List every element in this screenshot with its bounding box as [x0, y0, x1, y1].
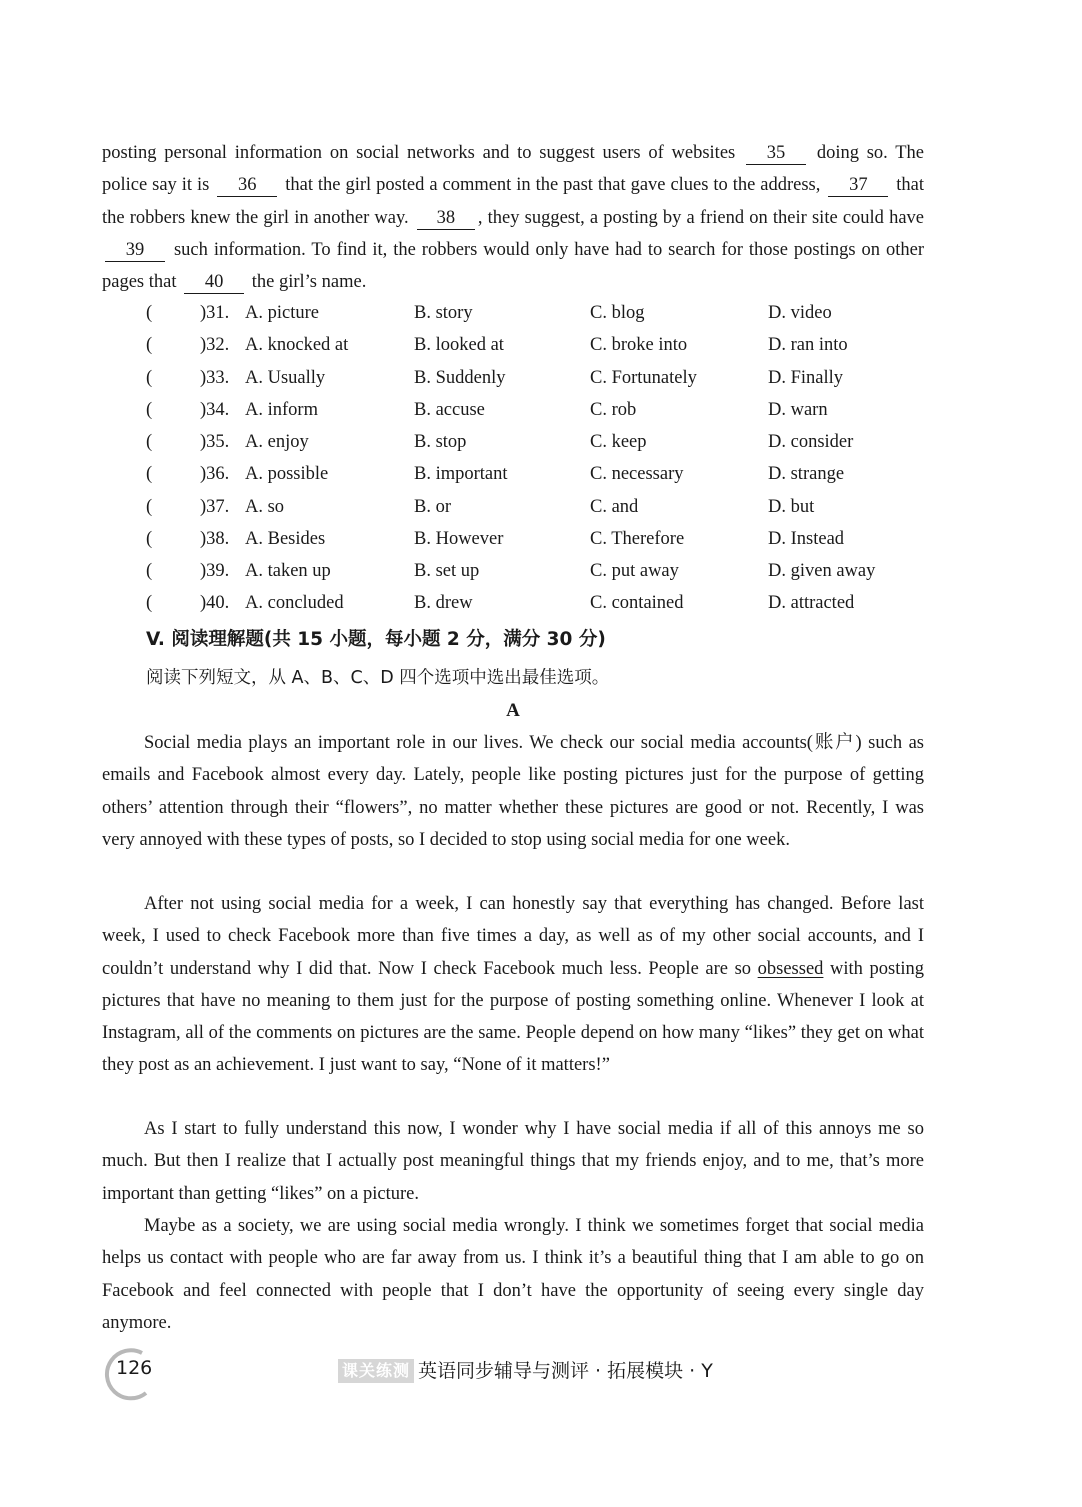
section-instruction: 阅读下列短文，从 A、B、C、D 四个选项中选出最佳选项。 [146, 668, 610, 688]
option-c: C. Fortunately [590, 368, 697, 388]
section-heading: V. 阅读理解题(共 15 小题，每小题 2 分，满分 30 分) [146, 629, 606, 650]
option-c: C. put away [590, 561, 679, 581]
cloze-text-1: posting personal information on social networks and to suggest users of websites [102, 143, 736, 163]
option-a: A. possible [245, 464, 329, 484]
answer-paren: ( [146, 303, 153, 323]
option-d: D. ran into [768, 335, 848, 355]
option-d: D. video [768, 303, 832, 323]
question-number: )35. [200, 432, 230, 452]
option-a: A. picture [245, 303, 319, 323]
cloze-text-7: the girl’s name. [251, 272, 367, 293]
cloze-text-6: such information. To find it, the robbers would only have had to search for those postings on other pages that [102, 239, 925, 293]
page-footer [0, 1343, 1082, 1403]
option-d: D. but [768, 497, 815, 517]
option-d: D. Instead [768, 529, 845, 549]
option-a: A. Besides [245, 529, 326, 549]
option-d: D. attracted [768, 593, 855, 613]
question-number: )37. [200, 497, 230, 517]
answer-paren: ( [146, 561, 153, 581]
book-title: 英语同步辅导与测评 · 拓展模块 · Y [418, 1360, 713, 1382]
paragraph-text: with posting pictures that have no meaning to them just for the purpose of posting something online. Whenever I look at Instagram, all of the comments on pictures are the same. People depend on how many “likes” they get on what they post as an achievement. I just want to say, “None of it matters!” [102, 958, 925, 1076]
question-number: )31. [200, 303, 230, 323]
option-c: C. contained [590, 593, 684, 613]
answer-paren: ( [146, 400, 153, 420]
option-a: A. knocked at [245, 335, 349, 355]
option-d: D. warn [768, 400, 828, 420]
answer-paren: ( [146, 593, 153, 613]
passage-paragraph-4: Maybe as a society, we are using social media wrongly. I think we sometimes forget that social media helps us contact with people who are far away from us. I think it’s a beautiful thing that I am able to go on Facebook and feel connected with people that I don’t have the opportunity of seeing every single day anymore. [102, 1216, 924, 1333]
cloze-text-3: that the girl posted a comment in the past that gave clues to the address, [285, 175, 821, 196]
cloze-text-4: that the robbers knew the girl in another way. [102, 175, 925, 228]
option-b: B. looked at [414, 335, 504, 355]
question-number: )32. [200, 335, 230, 355]
question-number: )38. [200, 529, 230, 549]
option-a: A. enjoy [245, 432, 309, 452]
option-b: B. story [414, 303, 473, 323]
cloze-text-2: doing so. The police say it is [102, 143, 925, 196]
option-c: C. blog [590, 303, 645, 323]
option-b: B. accuse [414, 400, 485, 420]
option-a: A. inform [245, 400, 318, 420]
passage-paragraph-1: Social media plays an important role in our lives. We check our social media accounts(账户) such as emails and Facebook almost every day. Lately, people like posting pictures just for the purpose of getting others’ attention through their “flowers”, no matter whether these pictures are good or not. Recently, I was very annoyed with these types of posts, so I decided to stop using social media for one week. [102, 733, 924, 850]
answer-paren: ( [146, 335, 153, 355]
passage-paragraph-3: As I start to fully understand this now, I wonder why I have social media if all of this annoys me so much. But then I realize that I actually post meaningful things that my friends enjoy, and to me, that’s more important than getting “likes” on a picture. [102, 1119, 924, 1204]
option-a: A. concluded [245, 593, 344, 613]
question-number: )34. [200, 400, 230, 420]
question-number: )33. [200, 368, 230, 388]
cloze-blank-37: 37 [828, 174, 888, 197]
option-b: B. drew [414, 593, 473, 613]
option-a: A. so [245, 497, 285, 517]
cloze-blank-35: 35 [746, 142, 806, 165]
option-a: A. Usually [245, 368, 326, 388]
option-d: D. strange [768, 464, 845, 484]
option-b: B. set up [414, 561, 480, 581]
passage-label: A [506, 700, 520, 721]
underlined-word: obsessed [757, 958, 824, 979]
answer-paren: ( [146, 432, 153, 452]
option-c: C. and [590, 497, 639, 517]
option-d: D. consider [768, 432, 854, 452]
option-b: B. However [414, 529, 504, 549]
page-number: 126 [116, 1357, 153, 1379]
option-c: C. necessary [590, 464, 684, 484]
cloze-blank-38: 38 [417, 207, 475, 230]
option-b: B. important [414, 464, 508, 484]
cloze-blank-36: 36 [217, 174, 277, 197]
question-number: )40. [200, 593, 230, 613]
page-number-badge [102, 1347, 156, 1401]
cloze-passage-tail [102, 137, 924, 298]
brand-logo: 课关练测 [338, 1359, 414, 1383]
option-b: B. stop [414, 432, 467, 452]
answer-paren: ( [146, 497, 153, 517]
cloze-text-5: , they suggest, a posting by a friend on their site could have [477, 207, 925, 228]
answer-paren: ( [146, 464, 153, 484]
question-number: )36. [200, 464, 230, 484]
option-d: D. given away [768, 561, 876, 581]
option-c: C. rob [590, 400, 637, 420]
option-b: B. Suddenly [414, 368, 506, 388]
answer-paren: ( [146, 368, 153, 388]
answer-paren: ( [146, 529, 153, 549]
paragraph-text: After not using social media for a week, I can honestly say that everything has changed. Before last week, I used to check Facebook more than five times a day, as well as of my other social accounts, and I couldn’t understand why I did that. Now I check Facebook much less. People are so [102, 894, 924, 979]
option-a: A. taken up [245, 561, 331, 581]
option-c: C. broke into [590, 335, 688, 355]
option-d: D. Finally [768, 368, 844, 388]
cloze-blank-40: 40 [184, 271, 244, 294]
question-number: )39. [200, 561, 230, 581]
option-c: C. keep [590, 432, 647, 452]
option-c: C. Therefore [590, 529, 685, 549]
cloze-blank-39: 39 [105, 239, 165, 262]
option-b: B. or [414, 497, 451, 517]
passage-paragraph-2 [102, 888, 924, 1082]
